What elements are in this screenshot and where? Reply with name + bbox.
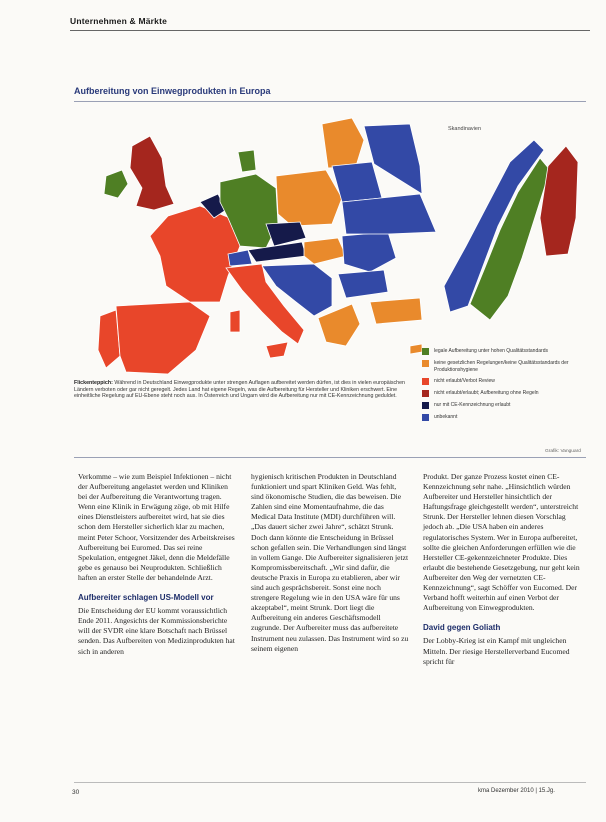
map-sardinia bbox=[230, 310, 240, 332]
paragraph: Produkt. Der ganze Prozess kostet einen CE-Kennzeichnung sehr nahe. „Hinsichtlich würden Aufbereiter und Hersteller hinsichtlich der Haftungsfrage gleichgestellt werden“, unterstreicht Strunk. Der Hersteller lehnen diesen Vorschlag jedoch ab. „Die USA haben ein anderes regulatorisches System. Wer in Europa aufbereitet, sollte die gleichen Anforderungen erfüllen wie die Hersteller CE-gekennzeichneter Produkte. Dies erlaubt die bestehende Gesetzgebung, nur geht kein Aufbereiter den Weg der vernetzten CE-Kennzeichnung“, sagt Schöffer von Eucomed. Der Verband hofft weiterhin auf einen Verbot der Aufbereitung von Einwegprodukten. bbox=[423, 472, 580, 613]
inset-title: Skandinavien bbox=[448, 126, 482, 132]
paragraph: hygienisch kritischen Produkten in Deutschland funktioniert und spart Kliniken Geld. Was fehlt, sind ökonomische Studien, die das beweisen. Die Zahlen sind eine Momentaufnahme, die das Medical Data Institute (MDI) durchführen will. „Das dauert sicher zwei Jahre“, schätzt Strunk. Doch dann könnte die Entscheidung in Brüssel schon gefallen sein. Die Verhandlungen sind längst in vollem Gange. Die Aufbereiter signalisieren jetzt Kompromissbereitschaft. „Wir sind dafür, die deutsche Praxis in Europa zu etablieren, aber wir sind auch gesprächsbereit. Sonst eine noch strengere Regelung wie in den USA wäre für uns akzeptabel“, meint Strunk. Dort liegt die Aufbereitung ein anderes Geschäftsmodell zugrunde. Der Aufbereiter muss das aufbereitete Instrument neu zulassen. Das Instrument wird so zu seinem eigenen bbox=[251, 472, 409, 653]
map-ireland bbox=[104, 170, 128, 198]
text-column-1 bbox=[78, 472, 236, 657]
paragraph: Der Lobby-Krieg ist ein Kampf mit ungleichen Mitteln. Der riesige Herstellerverband Eucomed spricht für bbox=[423, 636, 570, 666]
map-spain bbox=[116, 302, 210, 374]
legend-label: nicht erlaubt/Verbot Review bbox=[434, 378, 495, 385]
figure-source: Grafik: Vanguard bbox=[545, 449, 581, 454]
legend-item bbox=[422, 348, 582, 355]
text-column-2 bbox=[251, 472, 409, 654]
legend-swatch bbox=[422, 414, 429, 421]
map-legend bbox=[422, 348, 582, 426]
legend-item bbox=[422, 402, 582, 409]
map-poland bbox=[276, 170, 342, 226]
map-sicily bbox=[266, 342, 288, 358]
legend-swatch bbox=[422, 360, 429, 367]
subheading: Aufbereiter schlagen US-Modell vor bbox=[78, 593, 214, 603]
legend-item bbox=[422, 360, 582, 373]
legend-swatch bbox=[422, 348, 429, 355]
map-bulgaria bbox=[338, 270, 388, 298]
section-label: Unternehmen & Märkte bbox=[70, 16, 168, 26]
caption-lead: Flickenteppich: bbox=[74, 380, 113, 386]
legend-label: unbekannt bbox=[434, 414, 458, 421]
legend-swatch bbox=[422, 378, 429, 385]
legend-swatch bbox=[422, 402, 429, 409]
figure-top-rule bbox=[74, 101, 586, 102]
paragraph: Verkomme – wie zum Beispiel Infektionen – nicht der Aufbereitung angelastet werden und Kliniken bei der Aufbereitung die Verantwortung tragen. Wenn eine Klinik in Erwägung zöge, ob mit Hilfe eines Dienstleisters aufbereitet wird, hat sie dies schon dem Hersteller sicherlich klar zu machen, meint Peter Schoor, Vorsitzender des Arbeitskreises Aufbereitung bei Euromed. Das sei reine Spekulation, entgegnet Jäkel, denn die Meldefälle gebe es genauso bei Neuprodukten. Schließlich haften an erster Stelle der behandelnde Arzt. bbox=[78, 472, 235, 582]
map-finland bbox=[540, 146, 578, 256]
map-uk bbox=[130, 136, 174, 210]
map-baltics bbox=[322, 118, 364, 168]
map-cyprus bbox=[410, 344, 422, 354]
legend-item bbox=[422, 390, 582, 397]
legend-item bbox=[422, 378, 582, 385]
header-rule bbox=[70, 30, 590, 31]
footer-rule bbox=[74, 782, 586, 783]
legend-item bbox=[422, 414, 582, 421]
map-france bbox=[150, 206, 240, 302]
caption-text: Während in Deutschland Einwegprodukte unter strengen Auflagen aufbereitet werden dürfen, ist dies in vielen europäischen Ländern verboten oder gar nicht geregelt. Jedes Land hat eigene Regeln, was die Aufbereitung für Hersteller und Kliniken erschwert. Eine einheitliche Regelung auf EU-Ebene steht noch aus. In Österreich und Ungarn wird die Aufbereitung nur mit CE-Kennzeichnung geduldet. bbox=[74, 380, 405, 400]
map-turkey bbox=[370, 298, 422, 324]
map-denmark bbox=[238, 150, 256, 172]
subheading: David gegen Goliath bbox=[423, 623, 501, 633]
paragraph: Die Entscheidung der EU kommt voraussichtlich Ende 2011. Angesichts der Kommissionsberichte will der SVDR eine klare Botschaft nach Brüssel senden. Das Aufbereiten von Medizinprodukten hat sich in anderen bbox=[78, 606, 235, 656]
map-romania bbox=[342, 232, 396, 272]
map-hungary bbox=[304, 238, 346, 264]
figure-bottom-rule bbox=[74, 457, 586, 458]
text-column-3 bbox=[423, 472, 583, 667]
legend-swatch bbox=[422, 390, 429, 397]
figure-caption bbox=[74, 380, 410, 400]
issue-label: kma Dezember 2010 | 15.Jg. bbox=[478, 788, 555, 794]
legend-label: keine gesetzlichen Regelungen/keine Qualitätsstandards der Produktionshygiene bbox=[434, 360, 569, 373]
legend-label: legale Aufbereitung unter hohen Qualitätsstandards bbox=[434, 348, 548, 354]
legend-label: nur mit CE-Kennzeichnung erlaubt bbox=[434, 402, 511, 409]
legend-label: nicht erlaubt/erlaubt; Aufbereitung ohne Regeln bbox=[434, 390, 539, 397]
figure-title: Aufbereitung von Einwegprodukten in Europa bbox=[74, 86, 271, 96]
page-number: 30 bbox=[72, 789, 80, 796]
